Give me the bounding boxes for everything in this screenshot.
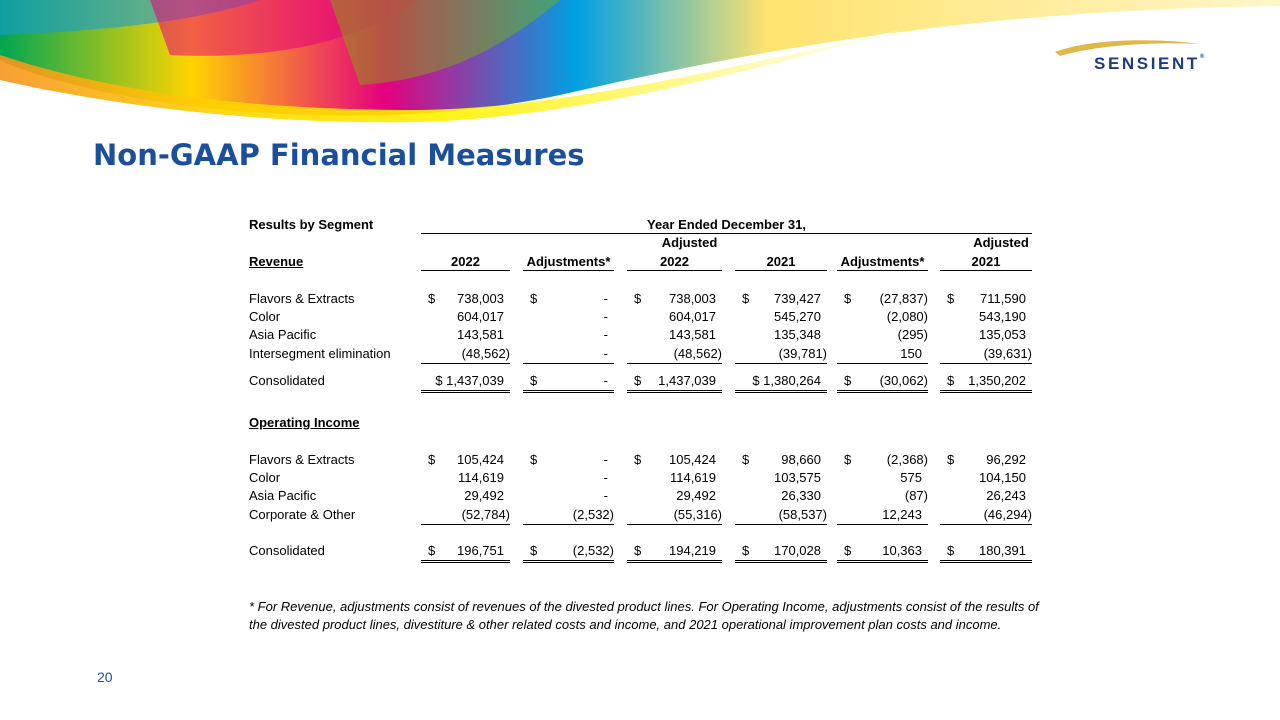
- currency-symbol: $: [428, 543, 436, 558]
- table-cell: 604,017: [457, 309, 504, 325]
- column-header: 2022: [660, 254, 689, 269]
- total-rule: [735, 560, 827, 561]
- subtotal-rule: [627, 363, 722, 364]
- column-header: Adjustments*: [526, 254, 611, 269]
- total-rule: [421, 390, 510, 391]
- column-header-rule: [627, 270, 722, 271]
- total-cell: (30,062): [879, 373, 928, 388]
- total-cell: 1,350,202: [968, 373, 1026, 388]
- table-cell: 739,427: [774, 291, 821, 306]
- table-cell: 29,492: [676, 488, 716, 504]
- subtotal-rule: [837, 363, 928, 364]
- total-cell: 170,028: [774, 543, 821, 558]
- row-label: Corporate & Other: [249, 506, 356, 522]
- table-cell: 12,243: [882, 506, 922, 522]
- row-label: Asia Pacific: [249, 327, 317, 343]
- column-header: 2021: [766, 254, 796, 269]
- table-cell: (2,368): [886, 452, 928, 467]
- table-cell: 98,660: [781, 452, 821, 467]
- page-title: Non-GAAP Financial Measures: [93, 138, 585, 172]
- section-title: Results by Segment: [249, 217, 374, 232]
- table-cell: 26,330: [781, 488, 821, 504]
- currency-symbol: $: [634, 452, 642, 467]
- table-cell: 29,492: [464, 488, 504, 504]
- total-rule: [523, 562, 614, 563]
- footnote: * For Revenue, adjustments consist of revenues of the divested product lines. For Operating Income, adjustments consist of the results of the divested product lines, divestiture & other related costs and income, and 2021 operational improvement plan costs and income.: [249, 599, 1039, 632]
- column-header-rule: [523, 270, 614, 271]
- total-rule: [735, 392, 827, 393]
- subtotal-rule: [940, 524, 1032, 525]
- total-rule: [627, 560, 722, 561]
- total-cell: 1,437,039: [658, 373, 716, 388]
- total-rule: [837, 392, 928, 393]
- total-rule: [523, 560, 614, 561]
- table-cell: 545,270: [774, 309, 821, 325]
- column-header-rule: [837, 270, 928, 271]
- total-rule: [837, 562, 928, 563]
- currency-symbol: $: [634, 373, 642, 388]
- table-cell: (48,562): [673, 345, 722, 361]
- column-header-rule: [940, 270, 1032, 271]
- currency-symbol: $: [634, 543, 642, 558]
- currency-symbol: $: [947, 373, 955, 388]
- table-cell: (58,537): [778, 506, 827, 522]
- table-cell: -: [603, 470, 608, 486]
- column-header: Adjustments*: [840, 254, 925, 269]
- table-cell: 150: [900, 345, 922, 361]
- table-cell: (55,316): [673, 506, 722, 522]
- table-cell: (2,080): [886, 309, 928, 325]
- total-cell: 196,751: [457, 543, 504, 558]
- table-cell: 738,003: [669, 291, 716, 306]
- total-rule: [523, 392, 614, 393]
- column-header-rule: [421, 270, 510, 271]
- total-rule: [627, 390, 722, 391]
- subtotal-rule: [523, 363, 614, 364]
- row-label: Flavors & Extracts: [249, 452, 355, 467]
- currency-symbol: $: [844, 543, 852, 558]
- currency-symbol: $: [947, 291, 955, 306]
- table-cell: 105,424: [669, 452, 716, 467]
- column-header-top: Adjusted: [973, 235, 1029, 250]
- currency-symbol: $: [530, 291, 538, 306]
- total-rule: [421, 562, 510, 563]
- currency-symbol: $: [844, 373, 852, 388]
- total-cell: -: [603, 373, 608, 388]
- subtotal-rule: [523, 524, 614, 525]
- currency-symbol: $: [530, 543, 538, 558]
- table-cell: 114,619: [457, 470, 504, 486]
- currency-symbol: $: [428, 291, 436, 306]
- table-cell: 114,619: [669, 470, 716, 486]
- currency-symbol: $: [428, 452, 436, 467]
- table-cell: -: [603, 452, 608, 467]
- total-rule: [940, 562, 1032, 563]
- total-rule: [421, 392, 510, 393]
- table-cell: -: [603, 291, 608, 306]
- total-cell: (2,532): [572, 543, 614, 558]
- subtotal-rule: [837, 524, 928, 525]
- page-number: 20: [97, 669, 113, 685]
- subtotal-rule: [735, 524, 827, 525]
- currency-symbol: $: [530, 373, 538, 388]
- subtotal-rule: [421, 524, 510, 525]
- table-cell: (52,784): [461, 506, 510, 522]
- total-rule: [837, 390, 928, 391]
- table-cell: 135,053: [979, 327, 1026, 343]
- table-cell: -: [603, 488, 608, 504]
- table-cell: 143,581: [669, 327, 716, 343]
- total-label: Consolidated: [249, 373, 325, 388]
- table-cell: 96,292: [986, 452, 1026, 467]
- table-cell: 135,348: [774, 327, 821, 343]
- total-rule: [523, 390, 614, 391]
- section-label: Operating Income: [249, 415, 360, 430]
- table-cell: 103,575: [774, 470, 821, 486]
- table-cell: (2,532): [572, 506, 614, 522]
- row-label: Color: [249, 309, 281, 325]
- currency-symbol: $: [947, 543, 955, 558]
- table-cell: (87): [904, 488, 928, 504]
- total-cell: 10,363: [882, 543, 922, 558]
- total-rule: [421, 560, 510, 561]
- sensient-logo: SENSIENT®: [1094, 54, 1205, 73]
- column-header: 2022: [451, 254, 480, 269]
- table-cell: (39,631): [983, 345, 1032, 361]
- currency-symbol: $: [742, 291, 750, 306]
- table-cell: 143,581: [457, 327, 504, 343]
- table-cell: 26,243: [986, 488, 1026, 504]
- total-cell: $ 1,437,039: [435, 373, 504, 388]
- table-cell: 105,424: [457, 452, 504, 467]
- total-rule: [940, 390, 1032, 391]
- total-rule: [940, 560, 1032, 561]
- total-rule: [627, 392, 722, 393]
- currency-symbol: $: [844, 452, 852, 467]
- total-rule: [627, 562, 722, 563]
- table-cell: 575: [900, 470, 922, 486]
- currency-symbol: $: [634, 291, 642, 306]
- table-cell: (27,837): [879, 291, 928, 306]
- currency-symbol: $: [742, 452, 750, 467]
- section-label: Revenue: [249, 254, 304, 269]
- currency-symbol: $: [530, 452, 538, 467]
- row-label: Color: [249, 470, 281, 486]
- period-header-rule: [421, 233, 1032, 234]
- total-rule: [940, 392, 1032, 393]
- row-label: Flavors & Extracts: [249, 291, 355, 306]
- table-cell: 711,590: [979, 291, 1026, 306]
- table-cell: -: [603, 309, 608, 325]
- table-cell: (46,294): [983, 506, 1032, 522]
- total-cell: $ 1,380,264: [752, 373, 821, 388]
- total-rule: [735, 562, 827, 563]
- table-cell: (295): [897, 327, 928, 343]
- table-cell: 543,190: [979, 309, 1026, 325]
- subtotal-rule: [735, 363, 827, 364]
- period-header: Year Ended December 31,: [647, 217, 806, 232]
- subtotal-rule: [940, 363, 1032, 364]
- column-header-top: Adjusted: [661, 235, 718, 250]
- currency-symbol: $: [947, 452, 955, 467]
- column-header: 2021: [971, 254, 1001, 269]
- table-cell: 604,017: [669, 309, 716, 325]
- currency-symbol: $: [844, 291, 852, 306]
- table-cell: -: [603, 327, 608, 343]
- total-cell: 194,219: [669, 543, 716, 558]
- subtotal-rule: [627, 524, 722, 525]
- currency-symbol: $: [742, 543, 750, 558]
- subtotal-rule: [421, 363, 510, 364]
- table-cell: (39,781): [778, 345, 827, 361]
- total-label: Consolidated: [249, 543, 325, 558]
- column-header-rule: [735, 270, 827, 271]
- row-label: Asia Pacific: [249, 488, 317, 504]
- table-cell: (48,562): [461, 345, 510, 361]
- total-cell: 180,391: [979, 543, 1026, 558]
- table-cell: -: [603, 345, 608, 361]
- table-cell: 738,003: [457, 291, 504, 306]
- total-rule: [837, 560, 928, 561]
- table-cell: 104,150: [979, 470, 1026, 486]
- row-label: Intersegment elimination: [249, 345, 391, 361]
- total-rule: [735, 390, 827, 391]
